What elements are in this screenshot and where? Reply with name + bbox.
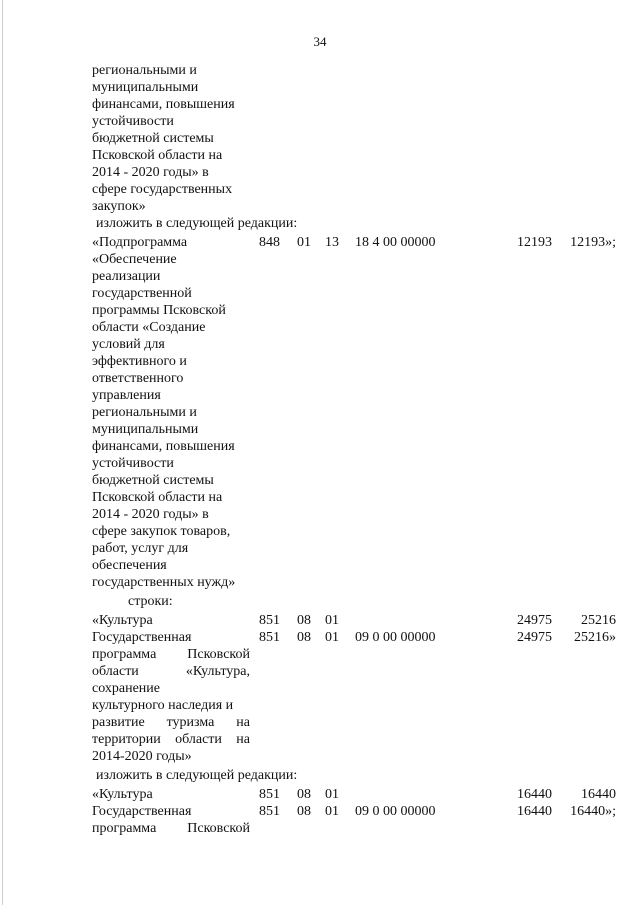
scan-page-edge [2,0,3,905]
sub-line: устойчивости [92,456,174,471]
sub-line: Псковской области на [92,490,223,505]
sum-1: 16440 [517,787,552,802]
sub-line: финансами, повышения [92,439,235,454]
sub-line: сфере закупок товаров, [92,524,231,539]
sum-2: 12193»; [570,235,616,250]
ved-code: 848 [259,235,280,250]
sub-line: 2014 - 2020 годы» в [92,507,209,522]
razdel-code: 08 [297,804,311,819]
razdel-code: 08 [297,787,311,802]
sub-line: бюджетной системы [92,473,214,488]
csr-code: 18 4 00 00000 [355,235,436,250]
row-label: Государственная [92,804,192,819]
block1-line: закупок» [92,199,146,214]
row-label: «Культура [92,613,153,628]
ved-code: 851 [259,613,280,628]
sub-line: управления [92,388,161,403]
block1-line: муниципальными [92,80,199,95]
gp-line: сохранение [92,681,160,696]
sum-2: 25216» [574,630,616,645]
block1-line: бюджетной системы [92,131,214,146]
sum-2: 16440»; [570,804,616,819]
gp-line: 2014-2020 годы» [92,749,192,764]
sub-line: ответственного [92,371,184,386]
block1-line: региональными и [92,63,197,78]
block1-line: финансами, повышения [92,97,235,112]
sum-2: 25216 [581,613,616,628]
gp-line: области «Культура, [92,664,250,679]
sum-1: 24975 [517,630,552,645]
instruction-3: изложить в следующей редакции: [96,768,298,783]
row-label: Государственная [92,630,192,645]
sub-line: «Подпрограмма [92,235,188,250]
sub-line: работ, услуг для [92,541,189,556]
block1-line: сфере государственных [92,182,233,197]
gp-line: развитие туризма на [92,715,250,730]
sum-1: 16440 [517,804,552,819]
gp-line: программа Псковской [92,821,250,836]
csr-code: 09 0 00 00000 [355,804,436,819]
instruction-2: строки: [128,594,173,609]
sub-line: условий для [92,337,165,352]
sum-1: 12193 [517,235,552,250]
sum-1: 24975 [517,613,552,628]
razdel-code: 08 [297,630,311,645]
razdel-code: 08 [297,613,311,628]
ved-code: 851 [259,804,280,819]
podrazdel-code: 01 [325,630,339,645]
sub-line: «Обеспечение [92,252,177,267]
sub-line: государственных нужд» [92,575,236,590]
ved-code: 851 [259,787,280,802]
block1-line: устойчивости [92,114,174,129]
sub-line: муниципальными [92,422,199,437]
block1-line: Псковской области на [92,148,223,163]
ved-code: 851 [259,630,280,645]
sub-line: программы Псковской [92,303,226,318]
sum-2: 16440 [581,787,616,802]
row-label: «Культура [92,787,153,802]
instruction-1: изложить в следующей редакции: [96,216,298,231]
podrazdel-code: 01 [325,787,339,802]
gp-line: культурного наследия и [92,698,234,713]
sub-line: области «Создание [92,320,206,335]
podrazdel-code: 13 [325,235,339,250]
page-number: 34 [313,34,327,49]
csr-code: 09 0 00 00000 [355,630,436,645]
razdel-code: 01 [297,235,311,250]
sub-line: реализации [92,269,161,284]
gp-line: территории области на [92,732,250,747]
block1-line: 2014 - 2020 годы» в [92,165,209,180]
sub-line: обеспечения [92,558,167,573]
gp-line: программа Псковской [92,647,250,662]
podrazdel-code: 01 [325,804,339,819]
podrazdel-code: 01 [325,613,339,628]
sub-line: региональными и [92,405,197,420]
sub-line: эффективного и [92,354,187,369]
sub-line: государственной [92,286,192,301]
